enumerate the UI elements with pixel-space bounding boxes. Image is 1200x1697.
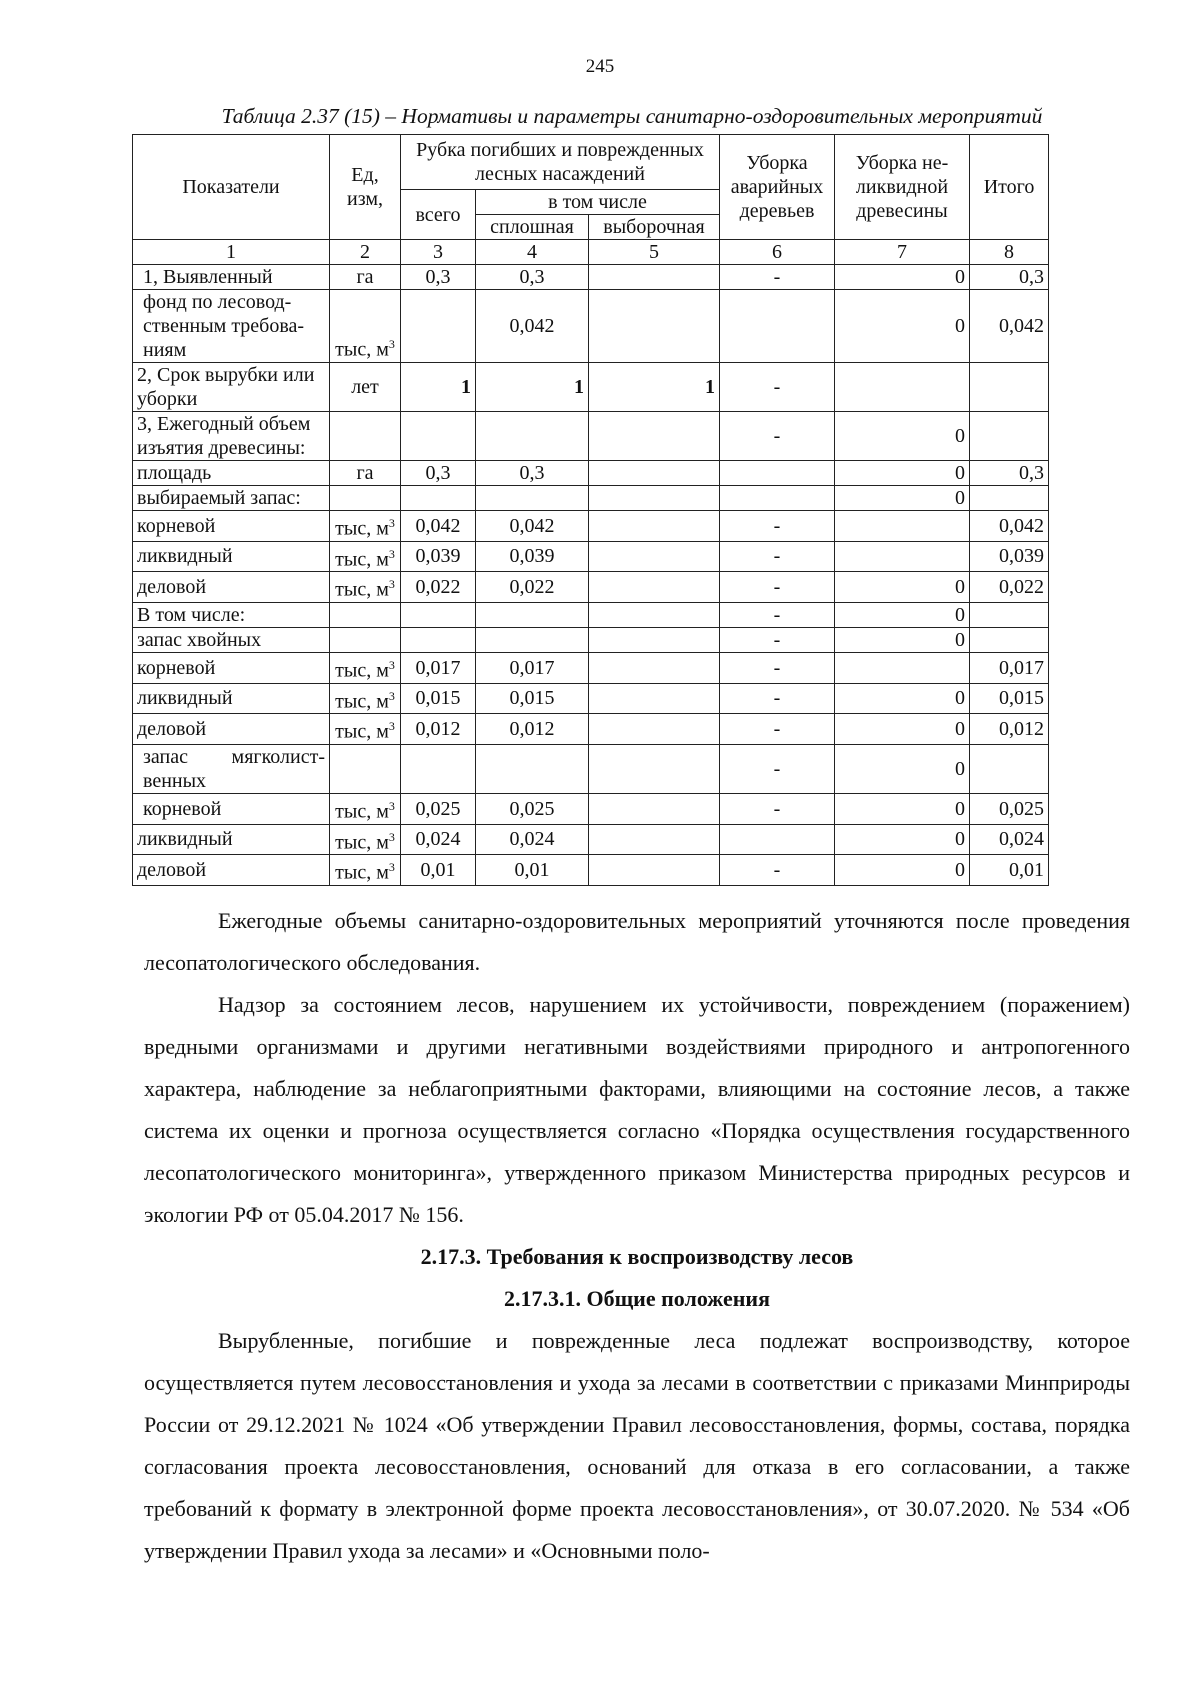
value-cell — [476, 412, 589, 461]
value-cell: 0 — [835, 744, 970, 793]
value-cell: 0 — [835, 265, 970, 290]
header-number-cell: 7 — [835, 240, 970, 265]
value-cell — [589, 602, 720, 627]
value-cell: - — [720, 855, 835, 886]
value-cell — [589, 627, 720, 652]
value-cell: - — [720, 412, 835, 461]
header-number-cell: 6 — [720, 240, 835, 265]
value-cell — [589, 744, 720, 793]
row-label: ликвидный — [133, 683, 330, 714]
header-total: Итого — [970, 135, 1049, 240]
header-number-cell: 8 — [970, 240, 1049, 265]
unit-cell — [330, 652, 401, 683]
value-cell — [589, 793, 720, 824]
table-row — [133, 652, 1049, 683]
value-cell: - — [720, 627, 835, 652]
value-cell — [835, 363, 970, 412]
subsection-heading: 2.17.3.1. Общие положения — [504, 1286, 770, 1311]
unit-superscript: 3 — [388, 688, 395, 703]
unit-cell — [330, 572, 401, 603]
table-row — [133, 855, 1049, 886]
value-cell — [970, 627, 1049, 652]
table-row — [133, 486, 1049, 511]
value-cell — [970, 744, 1049, 793]
value-cell: 0 — [835, 855, 970, 886]
header-number-row — [133, 240, 1049, 265]
unit-cell — [330, 683, 401, 714]
value-cell — [720, 824, 835, 855]
unit-superscript: 3 — [388, 829, 395, 844]
value-cell: 0,022 — [401, 572, 476, 603]
paragraph-2: Надзор за состоянием лесов, нарушением их устойчивости, повреждением (поражением) вредными организмами и другими негативными воздействиями природного и антропогенного характера, наблюдение за неблагоприятными факторами, влияющими на состояние лесов, а также система их оценки и прогноза осуществляется согласно «Порядка осуществления государственного лесопатологического мониторинга», утвержденного приказом Министерства природных ресурсов и экологии РФ от 05.04.2017 № 156. — [144, 992, 1130, 1227]
value-cell: 0,042 — [970, 290, 1049, 363]
unit-cell — [330, 714, 401, 745]
unit-cell — [330, 541, 401, 572]
value-cell: - — [720, 541, 835, 572]
row-label: выбираемый запас: — [133, 486, 330, 511]
unit-cell — [330, 461, 401, 486]
value-cell — [720, 290, 835, 363]
value-cell: 0 — [835, 627, 970, 652]
unit-superscript: 3 — [388, 657, 395, 672]
value-cell — [835, 652, 970, 683]
value-cell — [589, 486, 720, 511]
value-cell — [589, 265, 720, 290]
table-row — [133, 602, 1049, 627]
unit-cell — [330, 511, 401, 542]
value-cell — [401, 290, 476, 363]
value-cell: 0,017 — [401, 652, 476, 683]
value-cell — [970, 412, 1049, 461]
value-cell: 0,015 — [970, 683, 1049, 714]
table-row — [133, 824, 1049, 855]
value-cell: - — [720, 793, 835, 824]
value-cell: 0 — [835, 793, 970, 824]
row-label: деловой — [133, 572, 330, 603]
unit-text: тыс, м — [335, 861, 389, 884]
value-cell: - — [720, 572, 835, 603]
value-cell: - — [720, 683, 835, 714]
row-label: запас мягколист-венных — [133, 744, 330, 793]
value-cell — [720, 486, 835, 511]
value-cell: 0,01 — [476, 855, 589, 886]
table-caption: Таблица 2.37 (15) – Нормативы и параметры санитарно-оздоровительных мероприятий — [221, 104, 1043, 128]
value-cell: 0,042 — [476, 511, 589, 542]
row-label: 2, Срок вырубки или уборки — [133, 363, 330, 412]
header-number-cell: 1 — [133, 240, 330, 265]
value-cell — [476, 602, 589, 627]
value-cell — [589, 541, 720, 572]
row-label: В том числе: — [133, 602, 330, 627]
table-row — [133, 683, 1049, 714]
table-row — [133, 363, 1049, 412]
value-cell — [401, 602, 476, 627]
value-cell — [589, 855, 720, 886]
unit-text: тыс, м — [335, 831, 389, 854]
value-cell — [970, 602, 1049, 627]
value-cell: 0,039 — [970, 541, 1049, 572]
value-cell — [970, 486, 1049, 511]
header-including: в том числе — [476, 190, 720, 215]
unit-cell — [330, 627, 401, 652]
row-label: деловой — [133, 714, 330, 745]
value-cell: 0,01 — [401, 855, 476, 886]
value-cell: 0,3 — [476, 461, 589, 486]
value-cell — [476, 627, 589, 652]
value-cell — [589, 511, 720, 542]
unit-cell — [330, 793, 401, 824]
value-cell: 0 — [835, 824, 970, 855]
value-cell: - — [720, 652, 835, 683]
value-cell: 0 — [835, 602, 970, 627]
value-cell: 1 — [401, 363, 476, 412]
value-cell — [401, 744, 476, 793]
value-cell: - — [720, 714, 835, 745]
unit-cell — [330, 290, 401, 363]
body-text — [144, 900, 1130, 1572]
row-label: фонд по лесовод-ственным требова-ниям — [133, 290, 330, 363]
value-cell: 0 — [835, 412, 970, 461]
value-cell: 0,015 — [476, 683, 589, 714]
unit-superscript: 3 — [388, 577, 395, 592]
value-cell: 0 — [835, 683, 970, 714]
value-cell — [970, 363, 1049, 412]
value-cell: - — [720, 602, 835, 627]
value-cell: 0 — [835, 714, 970, 745]
unit-text: тыс, м — [335, 690, 389, 713]
unit-cell — [330, 265, 401, 290]
table-row — [133, 265, 1049, 290]
value-cell — [401, 412, 476, 461]
row-label: запас хвойных — [133, 627, 330, 652]
value-cell — [720, 461, 835, 486]
value-cell: 0,024 — [476, 824, 589, 855]
unit-text: га — [356, 462, 374, 484]
unit-superscript: 3 — [388, 860, 395, 875]
value-cell: 0,042 — [970, 511, 1049, 542]
value-cell: 1 — [589, 363, 720, 412]
section-heading: 2.17.3. Требования к воспроизводству лесов — [420, 1244, 854, 1269]
value-cell: - — [720, 363, 835, 412]
unit-cell — [330, 602, 401, 627]
value-cell: 0 — [835, 461, 970, 486]
table-row — [133, 627, 1049, 652]
unit-text: лет — [351, 376, 379, 398]
value-cell: 0,017 — [970, 652, 1049, 683]
value-cell: 0,024 — [401, 824, 476, 855]
unit-text: га — [356, 266, 374, 288]
table-row — [133, 511, 1049, 542]
header-emergency: Уборка аварийных деревьев — [720, 135, 835, 240]
unit-text: тыс, м — [335, 578, 389, 601]
table-row — [133, 572, 1049, 603]
table-row — [133, 412, 1049, 461]
table-row — [133, 714, 1049, 745]
row-label: площадь — [133, 461, 330, 486]
unit-text: тыс, м — [335, 659, 389, 682]
row-label: 3, Ежегодный объем изъятия древесины: — [133, 412, 330, 461]
row-label: корневой — [133, 511, 330, 542]
value-cell — [401, 627, 476, 652]
unit-cell — [330, 363, 401, 412]
value-cell — [835, 541, 970, 572]
header-number-cell: 4 — [476, 240, 589, 265]
value-cell: 0,042 — [476, 290, 589, 363]
unit-cell — [330, 412, 401, 461]
value-cell: 0,3 — [401, 265, 476, 290]
table-row — [133, 461, 1049, 486]
unit-cell — [330, 486, 401, 511]
value-cell: 0,012 — [401, 714, 476, 745]
value-cell — [401, 486, 476, 511]
value-cell — [835, 511, 970, 542]
unit-text: тыс, м — [335, 517, 389, 540]
value-cell — [476, 486, 589, 511]
unit-superscript: 3 — [388, 798, 395, 813]
unit-superscript: 3 — [388, 719, 395, 734]
value-cell: 0 — [835, 290, 970, 363]
value-cell — [589, 572, 720, 603]
header-selective: выборочная — [589, 215, 720, 240]
header-number-cell: 5 — [589, 240, 720, 265]
value-cell: 0,015 — [401, 683, 476, 714]
value-cell — [589, 290, 720, 363]
value-cell — [589, 683, 720, 714]
value-cell: 0,3 — [970, 265, 1049, 290]
value-cell — [476, 744, 589, 793]
header-felling: Рубка погибших и поврежденных лесных насаждений — [401, 135, 720, 190]
value-cell — [589, 652, 720, 683]
unit-cell — [330, 855, 401, 886]
value-cell: - — [720, 744, 835, 793]
table-row — [133, 541, 1049, 572]
value-cell — [589, 461, 720, 486]
value-cell: 0,025 — [401, 793, 476, 824]
value-cell — [589, 714, 720, 745]
row-label: 1, Выявленный — [133, 265, 330, 290]
value-cell: 0,017 — [476, 652, 589, 683]
unit-cell — [330, 824, 401, 855]
value-cell: 0,024 — [970, 824, 1049, 855]
norms-table — [132, 134, 1049, 886]
header-number-cell: 2 — [330, 240, 401, 265]
value-cell: 0,025 — [970, 793, 1049, 824]
page-number: 245 — [585, 56, 615, 77]
value-cell: 0,022 — [970, 572, 1049, 603]
header-number-cell: 3 — [401, 240, 476, 265]
value-cell: 0,039 — [401, 541, 476, 572]
value-cell: 0,01 — [970, 855, 1049, 886]
value-cell: 0,3 — [401, 461, 476, 486]
value-cell: - — [720, 265, 835, 290]
table-row — [133, 290, 1049, 363]
unit-text: тыс, м — [335, 339, 389, 361]
table-row — [133, 793, 1049, 824]
header-unit: Ед, изм, — [330, 135, 401, 240]
value-cell — [589, 412, 720, 461]
value-cell: 0,042 — [401, 511, 476, 542]
unit-superscript: 3 — [388, 337, 395, 352]
value-cell: 0 — [835, 486, 970, 511]
row-label: ликвидный — [133, 824, 330, 855]
paragraph-1: Ежегодные объемы санитарно-оздоровительных мероприятий уточняются после проведения лесопатологического обследования. — [144, 908, 1130, 975]
header-total-all: всего — [401, 190, 476, 240]
value-cell — [589, 824, 720, 855]
paragraph-3: Вырубленные, погибшие и поврежденные леса подлежат воспроизводству, которое осуществляется путем лесовосстановления и ухода за лесами в соответствии с приказами Минприроды России от 29.12.2021 № 1024 «Об утверждении Правил лесовосстановления, формы, состава, порядка согласования проекта лесовосстановления, оснований для отказа в его согласовании, а также требований к формату в электронной форме проекта лесовосстановления», от 30.07.2020. № 534 «Об утверждении Правил ухода за лесами» и «Основными поло- — [144, 1328, 1130, 1563]
value-cell: 0,3 — [476, 265, 589, 290]
unit-text: тыс, м — [335, 800, 389, 823]
value-cell: 0,022 — [476, 572, 589, 603]
value-cell: 1 — [476, 363, 589, 412]
row-label: деловой — [133, 855, 330, 886]
value-cell: 0 — [835, 572, 970, 603]
unit-cell — [330, 744, 401, 793]
header-clear: сплошная — [476, 215, 589, 240]
value-cell: 0,025 — [476, 793, 589, 824]
header-illiquid: Уборка не-ликвидной древесины — [835, 135, 970, 240]
table-row — [133, 744, 1049, 793]
row-label: корневой — [133, 793, 330, 824]
value-cell: 0,039 — [476, 541, 589, 572]
value-cell: 0,012 — [476, 714, 589, 745]
unit-text: тыс, м — [335, 548, 389, 571]
value-cell: 0,3 — [970, 461, 1049, 486]
row-label: корневой — [133, 652, 330, 683]
unit-text: тыс, м — [335, 720, 389, 743]
header-indicators: Показатели — [133, 135, 330, 240]
row-label: ликвидный — [133, 541, 330, 572]
unit-superscript: 3 — [388, 546, 395, 561]
value-cell: 0,012 — [970, 714, 1049, 745]
unit-superscript: 3 — [388, 516, 395, 530]
value-cell: - — [720, 511, 835, 542]
